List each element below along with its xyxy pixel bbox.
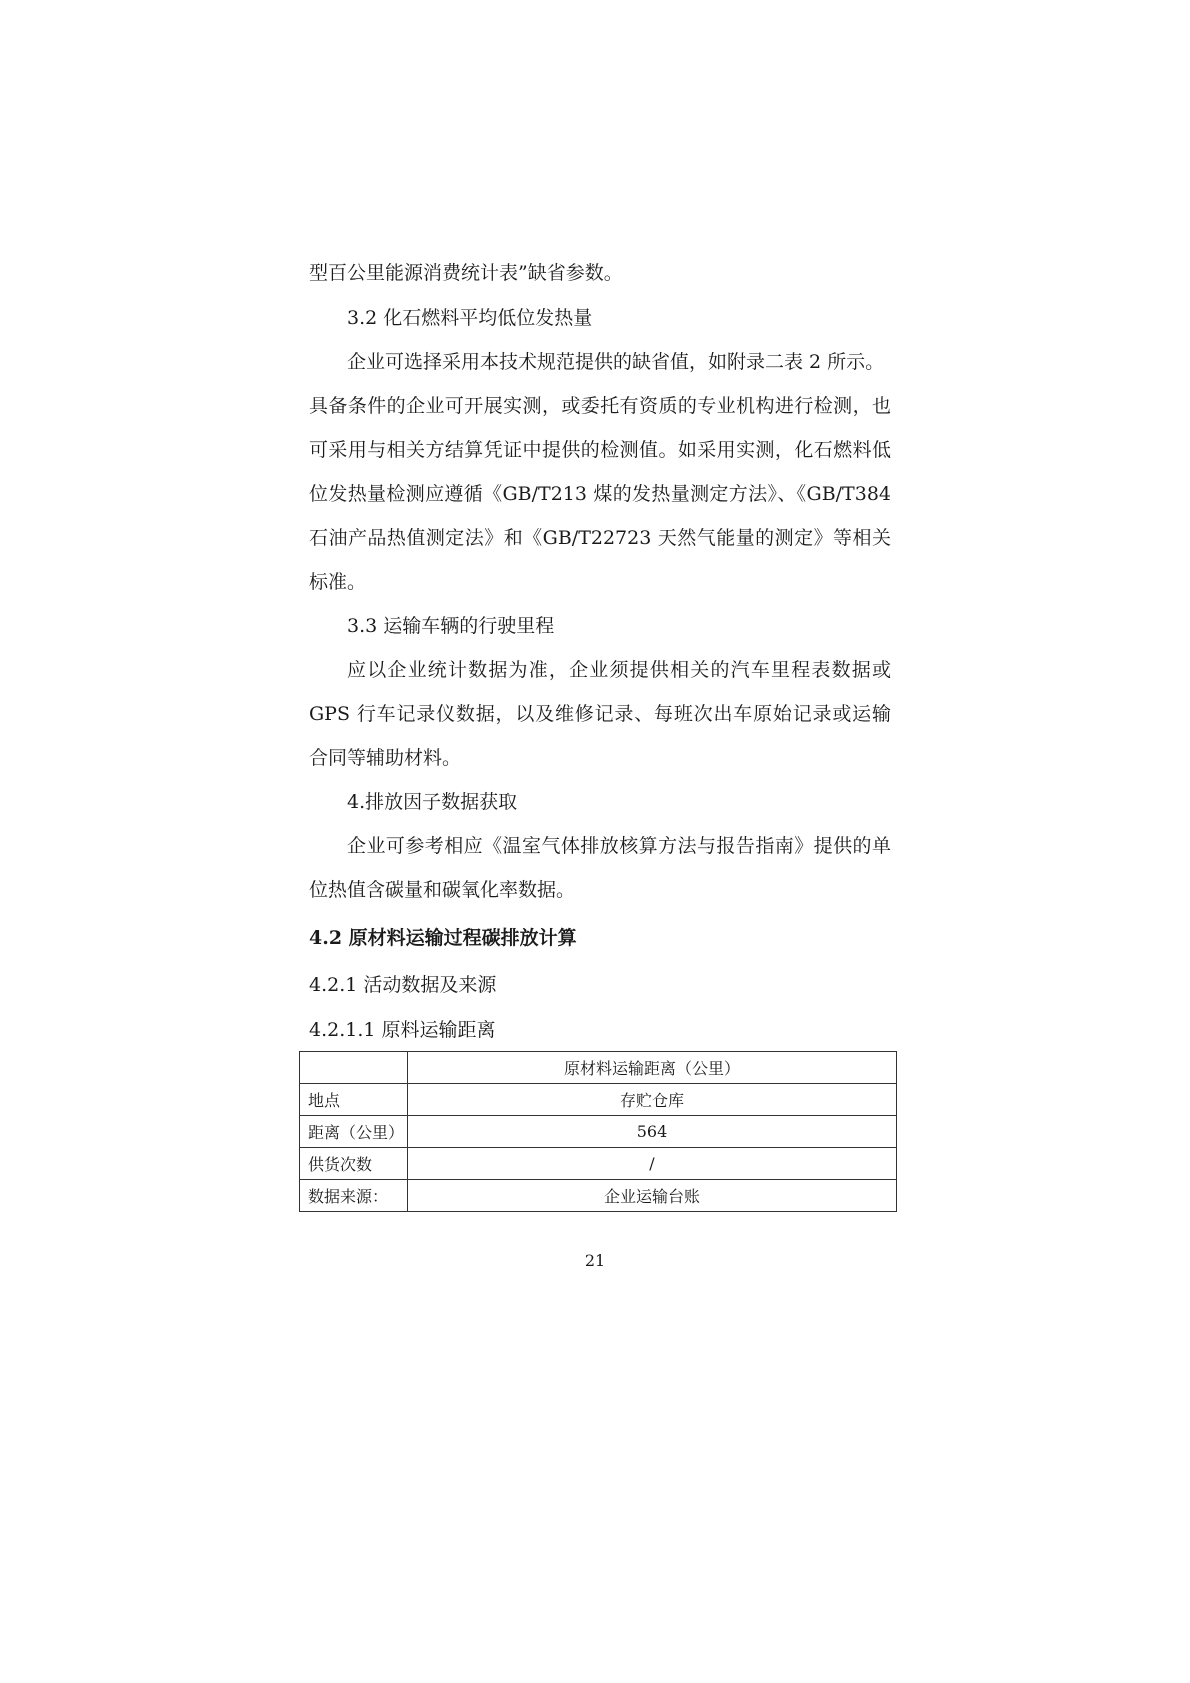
paragraph-line: 可采用与相关方结算凭证中提供的检测值。如采用实测，化石燃料低 — [309, 439, 891, 461]
paragraph-line: 型百公里能源消费统计表”缺省参数。 — [309, 262, 623, 284]
section-heading-3-2: 3.2 化石燃料平均低位发热量 — [347, 307, 593, 329]
transport-distance-table — [299, 1051, 897, 1212]
table-cell-label: 距离（公里） — [300, 1116, 408, 1148]
paragraph-line: 企业可选择采用本技术规范提供的缺省值，如附录二表 2 所示。 — [347, 351, 885, 373]
table-cell-label: 地点 — [300, 1084, 408, 1116]
table-cell-value: 564 — [408, 1116, 897, 1148]
table-row — [300, 1116, 897, 1148]
table-row — [300, 1148, 897, 1180]
paragraph-line: GPS 行车记录仪数据，以及维修记录、每班次出车原始记录或运输 — [309, 703, 891, 725]
section-heading-4-2-1-1: 4.2.1.1 原料运输距离 — [309, 1019, 496, 1041]
table-header-label — [300, 1052, 408, 1084]
page-number: 21 — [584, 1251, 606, 1270]
paragraph-line: 合同等辅助材料。 — [309, 747, 462, 769]
table-row — [300, 1084, 897, 1116]
section-heading-3-3: 3.3 运输车辆的行驶里程 — [347, 615, 555, 637]
table-cell-label: 数据来源： — [300, 1180, 408, 1212]
section-heading-4: 4.排放因子数据获取 — [347, 791, 518, 813]
section-heading-4-2-1: 4.2.1 活动数据及来源 — [309, 974, 497, 996]
paragraph-line: 位热值含碳量和碳氧化率数据。 — [309, 879, 576, 901]
paragraph-line: 具备条件的企业可开展实测，或委托有资质的专业机构进行检测，也 — [309, 395, 891, 417]
table-header-value: 原材料运输距离（公里） — [408, 1052, 897, 1084]
paragraph-line: 企业可参考相应《温室气体排放核算方法与报告指南》提供的单 — [347, 835, 891, 857]
table-cell-value: 企业运输台账 — [408, 1180, 897, 1212]
paragraph-line: 应以企业统计数据为准，企业须提供相关的汽车里程表数据或 — [347, 659, 891, 681]
paragraph-line: 位发热量检测应遵循《GB/T213 煤的发热量测定方法》、《GB/T384 — [309, 483, 891, 505]
table-header-row — [300, 1052, 897, 1084]
table-cell-value: 存贮仓库 — [408, 1084, 897, 1116]
section-heading-4-2: 4.2 原材料运输过程碳排放计算 — [309, 927, 577, 949]
paragraph-line: 石油产品热值测定法》和《GB/T22723 天然气能量的测定》等相关 — [309, 527, 891, 549]
paragraph-line: 标准。 — [309, 571, 367, 593]
table-row — [300, 1180, 897, 1212]
table-cell-value: / — [408, 1148, 897, 1180]
table-cell-label: 供货次数 — [300, 1148, 408, 1180]
